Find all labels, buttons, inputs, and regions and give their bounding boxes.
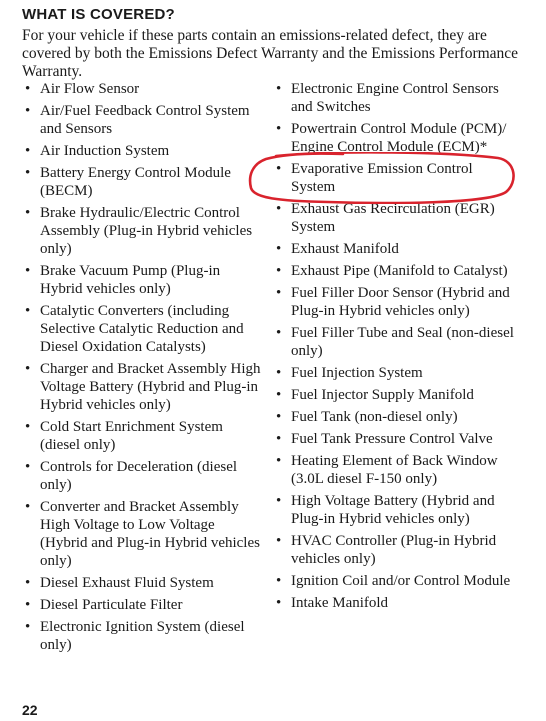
bullet-icon: • <box>276 121 282 137</box>
covered-part-label: Heating Element of Back Window (3.0L diesel F-150 only) <box>291 453 498 487</box>
covered-part-item <box>275 452 520 488</box>
covered-part-label: Air/Fuel Feedback Control System and Sensors <box>40 103 250 137</box>
section-heading: WHAT IS COVERED? <box>22 6 175 23</box>
covered-part-label: Cold Start Enrichment System (diesel only) <box>40 419 223 453</box>
covered-part-item <box>275 80 520 116</box>
bullet-icon: • <box>25 81 31 97</box>
covered-part-label: Controls for Deceleration (diesel only) <box>40 459 238 493</box>
covered-part-label: HVAC Controller (Plug-in Hybrid vehicles only) <box>291 533 497 567</box>
covered-part-label: Brake Vacuum Pump (Plug-in Hybrid vehicles only) <box>40 263 221 297</box>
intro-paragraph: For your vehicle if these parts contain an emissions-related defect, they are covered by both the Emissions Defect Warranty and the Emissions Performance Warranty. <box>22 27 519 80</box>
bullet-icon: • <box>25 597 31 613</box>
bullet-icon: • <box>276 263 282 279</box>
covered-part-label: Exhaust Gas Recirculation (EGR) System <box>291 201 495 235</box>
covered-part-label: Fuel Injector Supply Manifold <box>291 387 474 403</box>
covered-part-label: Exhaust Pipe (Manifold to Catalyst) <box>291 263 508 279</box>
bullet-icon: • <box>276 573 282 589</box>
bullet-icon: • <box>276 387 282 403</box>
covered-part-label: High Voltage Battery (Hybrid and Plug-in Hybrid vehicles only) <box>291 493 495 527</box>
bullet-icon: • <box>276 285 282 301</box>
bullet-icon: • <box>276 533 282 549</box>
covered-part-label: Fuel Injection System <box>291 365 423 381</box>
bullet-icon: • <box>25 205 31 221</box>
bullet-icon: • <box>25 263 31 279</box>
covered-part-label: Diesel Exhaust Fluid System <box>40 575 214 591</box>
bullet-icon: • <box>25 361 31 377</box>
bullet-icon: • <box>276 81 282 97</box>
covered-part-label: Fuel Filler Door Sensor (Hybrid and Plug-in Hybrid vehicles only) <box>291 285 510 319</box>
covered-part-label: Fuel Tank (non-diesel only) <box>291 409 458 425</box>
covered-part-label: Diesel Particulate Filter <box>40 597 183 613</box>
covered-part-item <box>24 204 264 258</box>
bullet-icon: • <box>25 103 31 119</box>
covered-part-label: Intake Manifold <box>291 595 389 611</box>
bullet-icon: • <box>25 303 31 319</box>
covered-part-item <box>24 498 264 570</box>
covered-part-item <box>275 386 520 404</box>
bullet-icon: • <box>25 143 31 159</box>
covered-parts-left-column <box>24 80 264 658</box>
covered-part-item <box>275 594 520 612</box>
covered-part-item <box>24 80 264 98</box>
covered-part-item <box>24 418 264 454</box>
covered-parts-right-column <box>275 80 520 616</box>
covered-part-item <box>275 572 520 590</box>
bullet-icon: • <box>25 619 31 635</box>
covered-part-item <box>275 430 520 448</box>
covered-part-item <box>24 458 264 494</box>
bullet-icon: • <box>276 325 282 341</box>
covered-part-item <box>275 240 520 258</box>
covered-part-item <box>24 360 264 414</box>
covered-part-item <box>275 492 520 528</box>
page-number: 22 <box>22 702 38 718</box>
covered-part-label: Fuel Filler Tube and Seal (non-diesel only) <box>291 325 514 359</box>
covered-part-item <box>275 200 520 236</box>
covered-part-item <box>275 160 520 196</box>
bullet-icon: • <box>25 419 31 435</box>
covered-part-label: Evaporative Emission Control System <box>291 161 473 195</box>
covered-part-item <box>275 408 520 426</box>
bullet-icon: • <box>25 459 31 475</box>
covered-part-item <box>275 364 520 382</box>
bullet-icon: • <box>276 201 282 217</box>
covered-part-item <box>24 574 264 592</box>
bullet-icon: • <box>276 453 282 469</box>
covered-part-item <box>24 618 264 654</box>
covered-part-label: Electronic Engine Control Sensors and Switches <box>291 81 499 115</box>
bullet-icon: • <box>25 165 31 181</box>
covered-part-label: Charger and Bracket Assembly High Voltage Battery (Hybrid and Plug-in Hybrid vehicles only) <box>40 361 261 413</box>
covered-part-item <box>275 120 520 156</box>
covered-part-label: Electronic Ignition System (diesel only) <box>40 619 245 653</box>
covered-part-item <box>24 302 264 356</box>
covered-part-label: Catalytic Converters (including Selective Catalytic Reduction and Diesel Oxidation Catalysts) <box>40 303 244 355</box>
covered-part-label: Converter and Bracket Assembly High Voltage to Low Voltage (Hybrid and Plug-in Hybrid vehicles only) <box>40 499 260 569</box>
bullet-icon: • <box>25 575 31 591</box>
covered-part-label: Air Flow Sensor <box>40 81 140 97</box>
bullet-icon: • <box>276 241 282 257</box>
covered-part-item <box>275 532 520 568</box>
covered-part-label: Brake Hydraulic/Electric Control Assembly (Plug-in Hybrid vehicles only) <box>40 205 253 257</box>
covered-part-label: Fuel Tank Pressure Control Valve <box>291 431 493 447</box>
bullet-icon: • <box>276 161 282 177</box>
covered-part-label: Air Induction System <box>40 143 170 159</box>
covered-part-label: Exhaust Manifold <box>291 241 399 257</box>
covered-part-item <box>275 284 520 320</box>
covered-part-item <box>24 262 264 298</box>
covered-part-item <box>24 596 264 614</box>
bullet-icon: • <box>25 499 31 515</box>
bullet-icon: • <box>276 431 282 447</box>
covered-part-item <box>24 142 264 160</box>
covered-part-item <box>24 164 264 200</box>
bullet-icon: • <box>276 409 282 425</box>
covered-part-item <box>275 262 520 280</box>
covered-part-item <box>24 102 264 138</box>
covered-part-label: Powertrain Control Module (PCM)/ Engine Control Module (ECM)* <box>291 121 507 155</box>
covered-part-label: Battery Energy Control Module (BECM) <box>40 165 231 199</box>
covered-part-item <box>275 324 520 360</box>
bullet-icon: • <box>276 365 282 381</box>
bullet-icon: • <box>276 493 282 509</box>
covered-part-label: Ignition Coil and/or Control Module <box>291 573 511 589</box>
bullet-icon: • <box>276 595 282 611</box>
